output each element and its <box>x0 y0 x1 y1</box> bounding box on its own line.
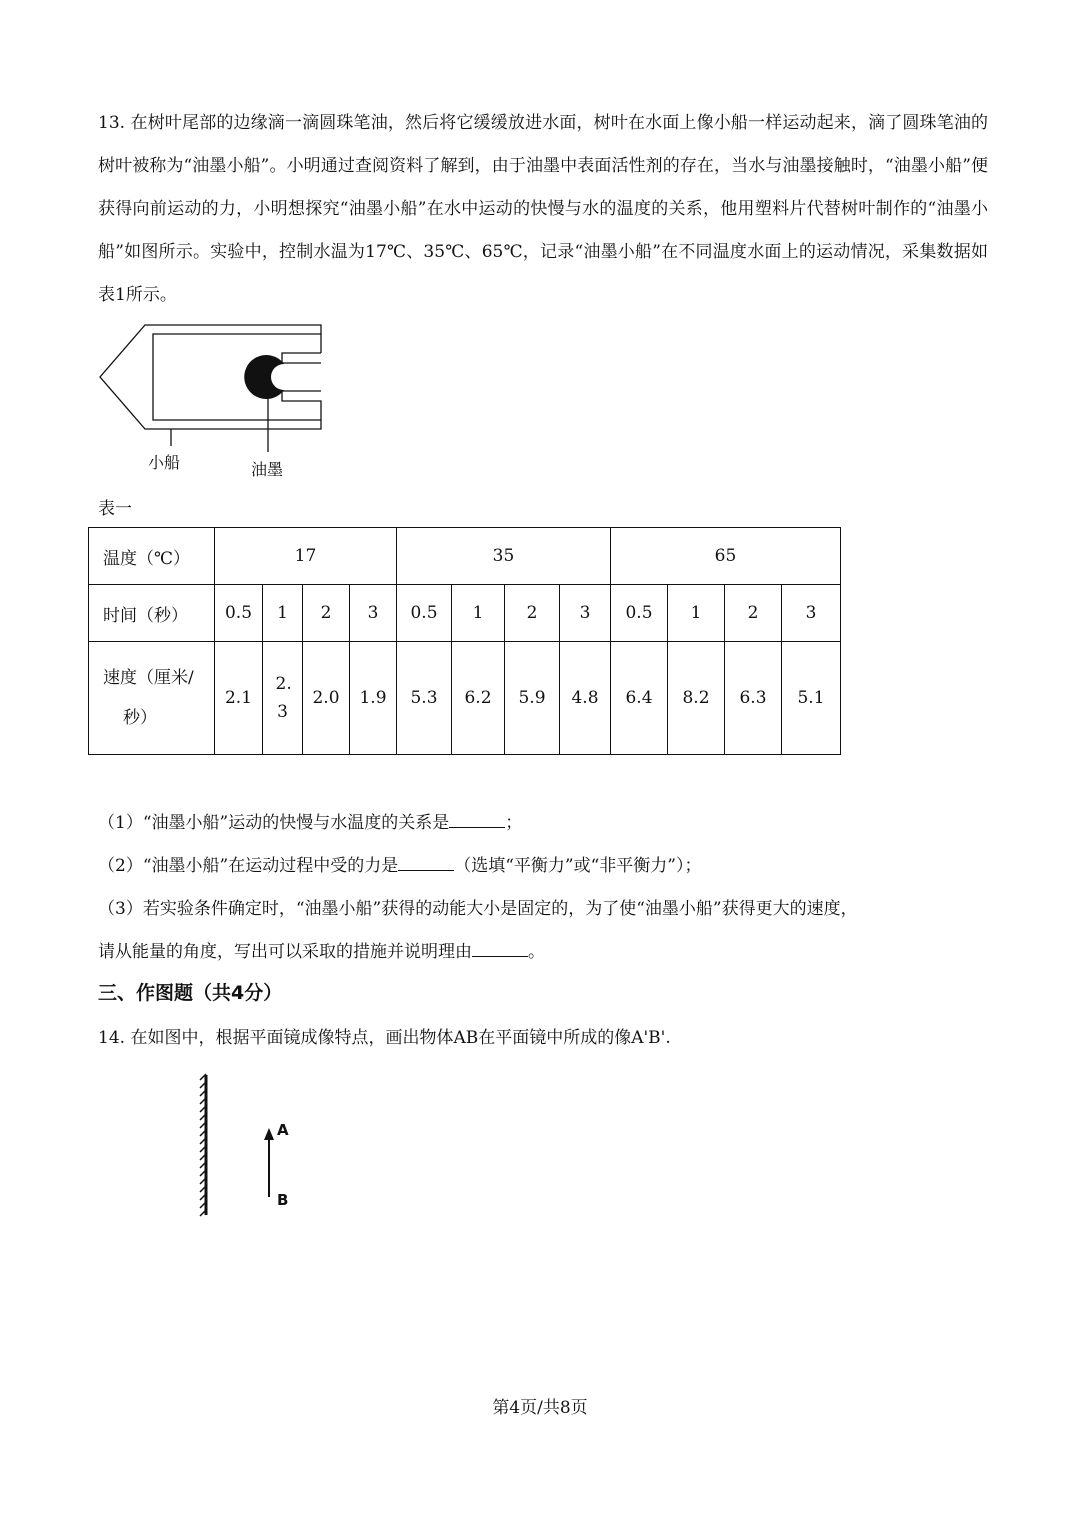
temp-cell: 17 <box>215 528 397 585</box>
object-arrowhead <box>264 1128 274 1140</box>
time-cell: 2 <box>505 585 560 642</box>
time-cell: 1 <box>668 585 725 642</box>
ink-blob <box>244 355 284 399</box>
boat-notch <box>282 353 321 363</box>
table-caption: 表一 <box>98 499 132 519</box>
time-cell: 0.5 <box>611 585 668 642</box>
time-cell: 0.5 <box>397 585 452 642</box>
table-row-speed <box>89 642 841 755</box>
speed-cell: 4.8 <box>560 642 611 755</box>
time-cell: 2 <box>303 585 350 642</box>
q13-intro: 13. 在树叶尾部的边缘滴一滴圆珠笔油，然后将它缓缓放进水面，树叶在水面上像小船一样运动起来，滴了圆珠笔油的树叶被称为“油墨小船”。小明通过查阅资料了解到，由于油墨中表面活性剂的存在，当水与油墨接触时，“油墨小船”便获得向前运动的力，小明想探究“油墨小船”在水中运动的快慢与水的温度的关系，他用塑料片代替树叶制作的“油墨小船”如图所示。实验中，控制水温为17℃、35℃、65℃，记录“油墨小船”在不同温度水面上的运动情况，采集数据如表1所示。 <box>98 113 988 305</box>
time-cell: 0.5 <box>215 585 263 642</box>
answer-blank-1[interactable] <box>449 811 505 828</box>
speed-cell: 2.0 <box>303 642 350 755</box>
speed-cell: 5.9 <box>505 642 560 755</box>
speed-cell: 6.4 <box>611 642 668 755</box>
speed-cell: 5.3 <box>397 642 452 755</box>
q13-sub2-text: （2）“油墨小船”在运动过程中受的力是 <box>98 856 399 876</box>
time-cell: 2 <box>725 585 782 642</box>
q13-sub1-text: （1）“油墨小船”运动的快慢与水温度的关系是 <box>98 813 450 833</box>
q13-sub2-end: （选填“平衡力”或“非平衡力”）； <box>454 856 702 876</box>
section-title: 三、作图题（共4分） <box>98 982 283 1004</box>
boat-label: 小船 <box>148 453 181 472</box>
ink-boat-figure <box>95 318 335 478</box>
speed-cell: 2.3 <box>263 642 303 755</box>
speed-cell: 1.9 <box>350 642 397 755</box>
speed-cell: 6.2 <box>452 642 505 755</box>
time-cell: 3 <box>560 585 611 642</box>
data-table <box>88 527 841 755</box>
temp-header: 温度（℃） <box>89 528 215 585</box>
q13-sub3-line1: （3）若实验条件确定时，“油墨小船”获得的动能大小是固定的，为了使“油墨小船”获得更大的速度， <box>98 899 858 919</box>
q13-sub3-text: 请从能量的角度，写出可以采取的措施并说明理由 <box>98 942 472 962</box>
q13-sub3-line2 <box>98 937 545 962</box>
q14-text: 14. 在如图中，根据平面镜成像特点，画出物体AB在平面镜中所成的像A'B'. <box>98 1028 671 1048</box>
speed-header <box>89 642 215 755</box>
ink-label: 油墨 <box>251 460 284 479</box>
answer-blank-3[interactable] <box>472 940 528 957</box>
time-header: 时间（秒） <box>89 585 215 642</box>
time-cell: 3 <box>782 585 841 642</box>
mirror-diagram <box>190 1070 310 1220</box>
point-b-label: B <box>277 1191 289 1209</box>
table-row-temperature <box>89 528 841 585</box>
q13-sub2 <box>98 851 701 876</box>
speed-header-line2: 秒） <box>123 708 157 728</box>
speed-cell: 5.1 <box>782 642 841 755</box>
temp-cell: 65 <box>611 528 841 585</box>
time-cell: 1 <box>263 585 303 642</box>
q13-sub3-end: 。 <box>528 942 545 962</box>
temp-cell: 35 <box>397 528 611 585</box>
speed-cell: 2.1 <box>215 642 263 755</box>
time-cell: 3 <box>350 585 397 642</box>
page-footer: 第4页/共8页 <box>492 1398 588 1418</box>
speed-cell: 8.2 <box>668 642 725 755</box>
q13-sub1 <box>98 808 522 833</box>
answer-blank-2[interactable] <box>398 854 454 871</box>
time-cell: 1 <box>452 585 505 642</box>
point-a-label: A <box>277 1121 289 1139</box>
boat-outline <box>100 325 321 429</box>
table-row-time <box>89 585 841 642</box>
speed-cell: 6.3 <box>725 642 782 755</box>
boat-inner-outline <box>153 334 321 420</box>
speed-header-line1: 速度（厘米/ <box>103 668 194 688</box>
q13-sub1-end: ； <box>505 813 523 833</box>
